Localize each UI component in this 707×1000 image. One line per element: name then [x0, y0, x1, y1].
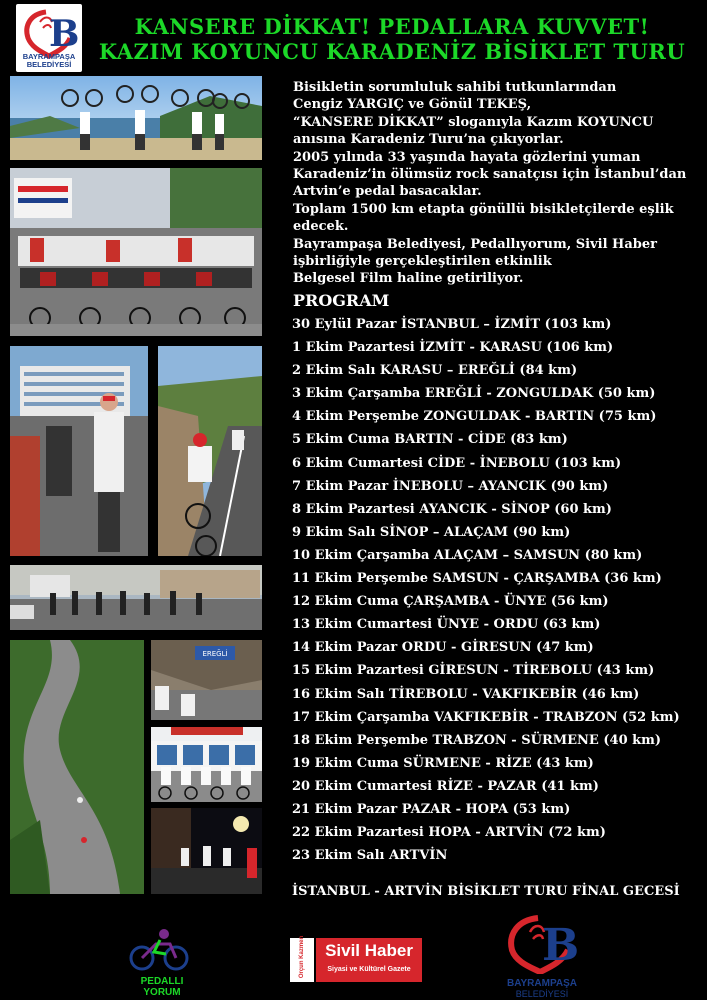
- bayrampasa-bottom-line2: BELEDİYESİ: [515, 989, 569, 999]
- bayrampasa-bottom-line1: BAYRAMPAŞA: [506, 978, 577, 989]
- intro-text: [293, 79, 693, 288]
- intro-line: Artvin’e pedal basacaklar.: [293, 184, 482, 200]
- sivil-haber-side: [290, 935, 314, 982]
- schedule-item: 14 Ekim Pazar ORDU - GİRESUN (47 km): [292, 640, 594, 656]
- schedule-item: 7 Ekim Pazar İNEBOLU – AYANCIK (90 km): [292, 478, 609, 494]
- title-line-1: KANSERE DİKKAT! PEDALLARA KUVVET!: [134, 14, 650, 39]
- photo-eregli-sign: [151, 640, 262, 720]
- bayrampasa-emblem-icon: [500, 912, 584, 974]
- schedule-item: 20 Ekim Cumartesi RİZE - PAZAR (41 km): [292, 778, 599, 794]
- schedule-item: 1 Ekim Pazartesi İZMİT - KARASU (106 km): [292, 340, 614, 356]
- schedule-item: 15 Ekim Pazartesi GİRESUN - TİREBOLU (43 km): [292, 663, 655, 679]
- schedule-item: 21 Ekim Pazar PAZAR - HOPA (53 km): [292, 801, 571, 817]
- photo-group-riding-street: [10, 565, 262, 630]
- intro-line: Toplam 1500 km etapta gönüllü bisikletçilerde eşlik: [293, 201, 674, 217]
- intro-line: Belgesel Film haline getiriliyor.: [293, 271, 524, 287]
- schedule-item: 9 Ekim Salı SİNOP – ALAÇAM (90 km): [292, 524, 571, 540]
- schedule-item: 4 Ekim Perşembe ZONGULDAK - BARTIN (75 km): [292, 409, 657, 425]
- intro-line: Bisikletin sorumluluk sahibi tutkunlarından: [293, 80, 617, 95]
- schedule-item: 30 Eylül Pazar İSTANBUL – İZMİT (103 km): [292, 317, 612, 332]
- svg-text:B: B: [542, 920, 580, 971]
- photo-group-with-banner: [10, 168, 262, 336]
- logo-top-label: BAYRAMPAŞA BELEDİYESİ: [22, 52, 76, 69]
- schedule-item: 18 Ekim Perşembe TRABZON - SÜRMENE (40 km): [292, 732, 662, 748]
- title-line-2: KAZIM KOYUNCU KARADENİZ BİSİKLET TURU: [98, 39, 686, 64]
- pedalli-line2: YORUM: [143, 987, 181, 998]
- sivil-haber-logo: [290, 935, 422, 982]
- final-night-line: İSTANBUL - ARTVİN BİSİKLET TURU FİNAL GECESİ: [292, 884, 680, 899]
- schedule-item: 17 Ekim Çarşamba VAKFIKEBİR - TRABZON (52 km): [292, 709, 680, 725]
- schedule-item: 3 Ekim Çarşamba EREĞLİ - ZONGULDAK (50 km): [292, 386, 656, 402]
- schedule-item: 19 Ekim Cuma SÜRMENE - RİZE (43 km): [292, 755, 594, 771]
- schedule-item: 22 Ekim Pazartesi HOPA - ARTVİN (72 km): [292, 825, 606, 841]
- svg-text:EREĞLİ: EREĞLİ: [202, 650, 228, 658]
- svg-text:B: B: [49, 13, 80, 55]
- sivil-haber-sub: Siyasi ve Kültürel Gazete: [327, 966, 411, 973]
- intro-line: Karadeniz’in ölümsüz rock sanatçısı için İstanbul’dan: [293, 167, 687, 183]
- photo-press-interview: [10, 346, 148, 556]
- sivil-haber-side-text: Orçun Kazmen: [299, 935, 305, 979]
- pedalli-line1: PEDALLI: [140, 976, 184, 987]
- intro-line: Cengiz YARGIÇ ve Gönül TEKEŞ,: [293, 97, 532, 113]
- bayrampasa-logo-bottom: [500, 912, 584, 999]
- schedule-item: 8 Ekim Pazartesi AYANCIK - SİNOP (60 km): [292, 501, 612, 517]
- intro-line: anısına Karadeniz Turu’na çıkıyorlar.: [293, 132, 564, 148]
- intro-line: Bayrampaşa Belediyesi, Pedallıyorum, Sivil Haber: [293, 236, 657, 252]
- schedule-item: 12 Ekim Cuma ÇARŞAMBA - ÜNYE (56 km): [292, 594, 609, 610]
- schedule-item: 23 Ekim Salı ARTVİN: [292, 848, 448, 864]
- intro-line: “KANSERE DİKKAT” sloganıyla Kazım KOYUNCU: [293, 114, 654, 130]
- schedule-item: 13 Ekim Cumartesi ÜNYE - ORDU (63 km): [292, 617, 601, 633]
- photo-night-riders: [151, 808, 262, 894]
- program-heading: PROGRAM: [293, 291, 390, 310]
- photo-belediye-group: [151, 727, 262, 802]
- schedule-item: 11 Ekim Perşembe SAMSUN - ÇARŞAMBA (36 km): [292, 571, 662, 587]
- sivil-haber-panel: [316, 938, 422, 982]
- bayrampasa-logo-top: [16, 4, 82, 72]
- schedule-item: 2 Ekim Salı KARASU – EREĞLİ (84 km): [292, 363, 578, 379]
- intro-line: edecek.: [293, 219, 349, 235]
- program-schedule: [292, 313, 680, 867]
- schedule-item: 16 Ekim Salı TİREBOLU - VAKFIKEBİR (46 km): [292, 686, 640, 702]
- schedule-item: 6 Ekim Cumartesi CİDE - İNEBOLU (103 km): [292, 455, 622, 471]
- schedule-item: 10 Ekim Çarşamba ALAÇAM – SAMSUN (80 km): [292, 547, 643, 563]
- intro-line: işbirliğiyle gerçekleştirilen etkinlik: [293, 254, 552, 270]
- photo-cyclist-road: [158, 346, 262, 556]
- cyclist-icon: [120, 928, 204, 972]
- intro-line: 2005 yılında 33 yaşında hayata gözlerini yuman: [293, 149, 641, 165]
- photo-cyclists-bikes-raised: [10, 76, 262, 160]
- pedalli-yorum-logo: [120, 928, 204, 998]
- schedule-item: 5 Ekim Cuma BARTIN - CİDE (83 km): [292, 432, 568, 448]
- sivil-haber-main: Sivil Haber: [325, 941, 413, 960]
- photo-winding-road: [10, 640, 144, 894]
